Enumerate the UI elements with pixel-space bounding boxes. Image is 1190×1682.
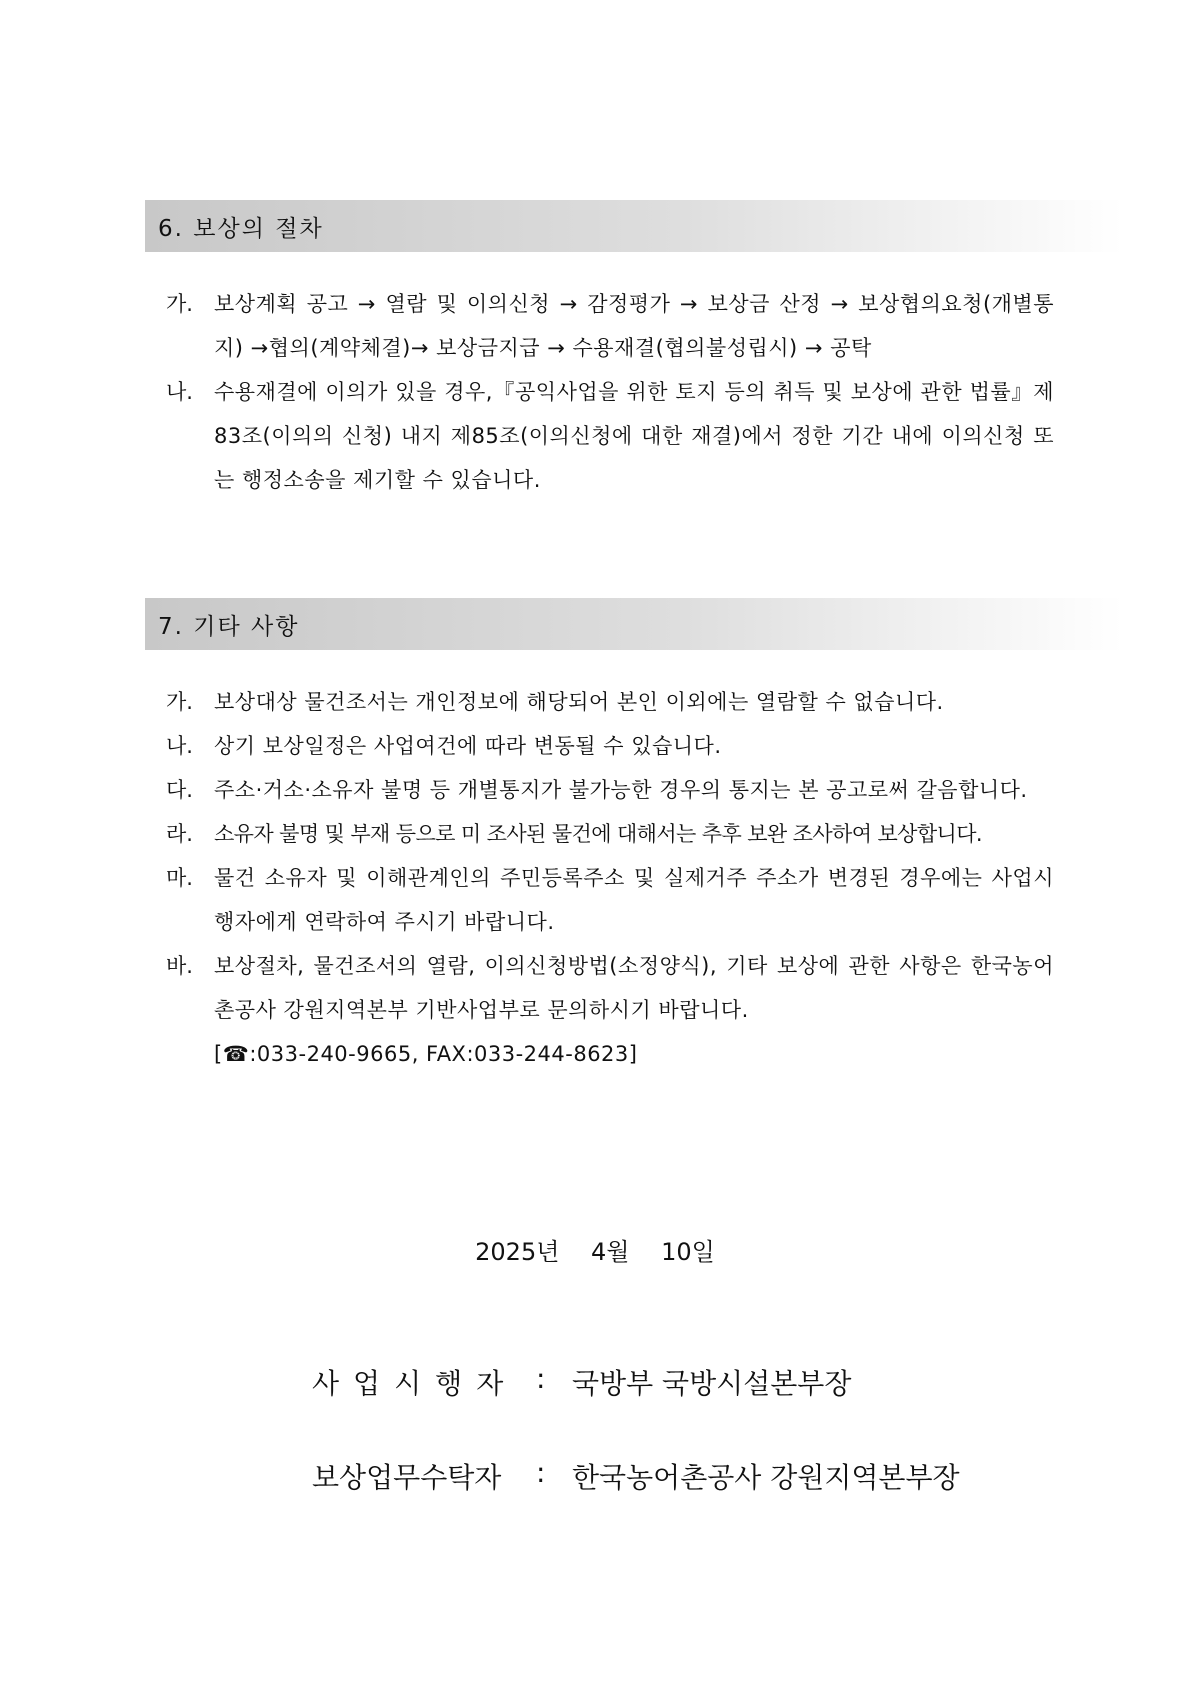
signature-value: 국방부 국방시설본부장 xyxy=(572,1367,852,1400)
item-text: 상기 보상일정은 사업여건에 따라 변동될 수 있습니다. xyxy=(214,734,722,758)
item-marker: 가. xyxy=(166,690,193,714)
item-text: 보상대상 물건조서는 개인정보에 해당되어 본인 이외에는 열람할 수 없습니다. xyxy=(214,690,944,714)
item-text: 소유자 불명 및 부재 등으로 미 조사된 물건에 대해서는 추후 보완 조사하여 보상합니다. xyxy=(214,822,982,846)
signature-line-trustee xyxy=(312,1456,960,1496)
list-item xyxy=(166,768,1054,812)
item-text: 주소·거소·소유자 불명 등 개별통지가 불가능한 경우의 통지는 본 공고로써 갈음합니다. xyxy=(214,778,1028,802)
item-marker: 마. xyxy=(166,866,193,890)
item-marker: 바. xyxy=(166,954,193,978)
list-item xyxy=(166,944,1054,1076)
section-7-items xyxy=(166,680,1054,1076)
list-item xyxy=(166,680,1054,724)
notice-date: 2025년 4월 10일 xyxy=(475,1238,715,1266)
item-marker: 라. xyxy=(166,822,193,846)
section-6-header xyxy=(145,200,1123,252)
section-title: 6. 보상의 절차 xyxy=(158,215,324,242)
signature-separator: : xyxy=(536,1456,546,1489)
item-body: 보상절차, 물건조서의 열람, 이의신청방법(소정양식), 기타 보상에 관한 사항은 한국농어촌공사 강원지역본부 기반사업부로 문의하시기 바랍니다. xyxy=(214,954,1054,1022)
list-item xyxy=(166,856,1054,944)
contact-info: [☎:033-240-9665, FAX:033-244-8623] xyxy=(214,1042,638,1066)
signature-value: 한국농어촌공사 강원지역본부장 xyxy=(572,1461,960,1494)
section-6-items xyxy=(166,282,1054,502)
item-text: 수용재결에 이의가 있을 경우,『공익사업을 위한 토지 등의 취득 및 보상에 관한 법률』제83조(이의의 신청) 내지 제85조(이의신청에 대한 재결)에서 정한 기간 내에 이의신청 또는 행정소송을 제기할 수 있습니다. xyxy=(214,380,1054,492)
item-marker: 나. xyxy=(166,734,193,758)
item-text: 보상계획 공고 → 열람 및 이의신청 → 감정평가 → 보상금 산정 → 보상협의요청(개별통지) →협의(계약체결)→ 보상금지급 → 수용재결(협의불성립시) → 공탁 xyxy=(214,292,1054,360)
item-marker: 가. xyxy=(166,292,193,316)
section-title: 7. 기타 사항 xyxy=(158,613,300,640)
item-marker: 다. xyxy=(166,778,193,802)
item-marker: 나. xyxy=(166,380,193,404)
list-item xyxy=(166,812,1054,856)
signature-label: 보상업무수탁자 xyxy=(312,1461,502,1494)
list-item xyxy=(166,724,1054,768)
list-item xyxy=(166,370,1054,502)
section-7-header xyxy=(145,598,1123,650)
signature-separator: : xyxy=(536,1362,546,1395)
list-item xyxy=(166,282,1054,370)
item-text: 물건 소유자 및 이해관계인의 주민등록주소 및 실제거주 주소가 변경된 경우에는 사업시행자에게 연락하여 주시기 바랍니다. xyxy=(214,866,1054,934)
signature-line-executor xyxy=(312,1362,851,1402)
item-text xyxy=(214,944,1054,1076)
signature-label: 사업시행자 xyxy=(312,1367,518,1400)
